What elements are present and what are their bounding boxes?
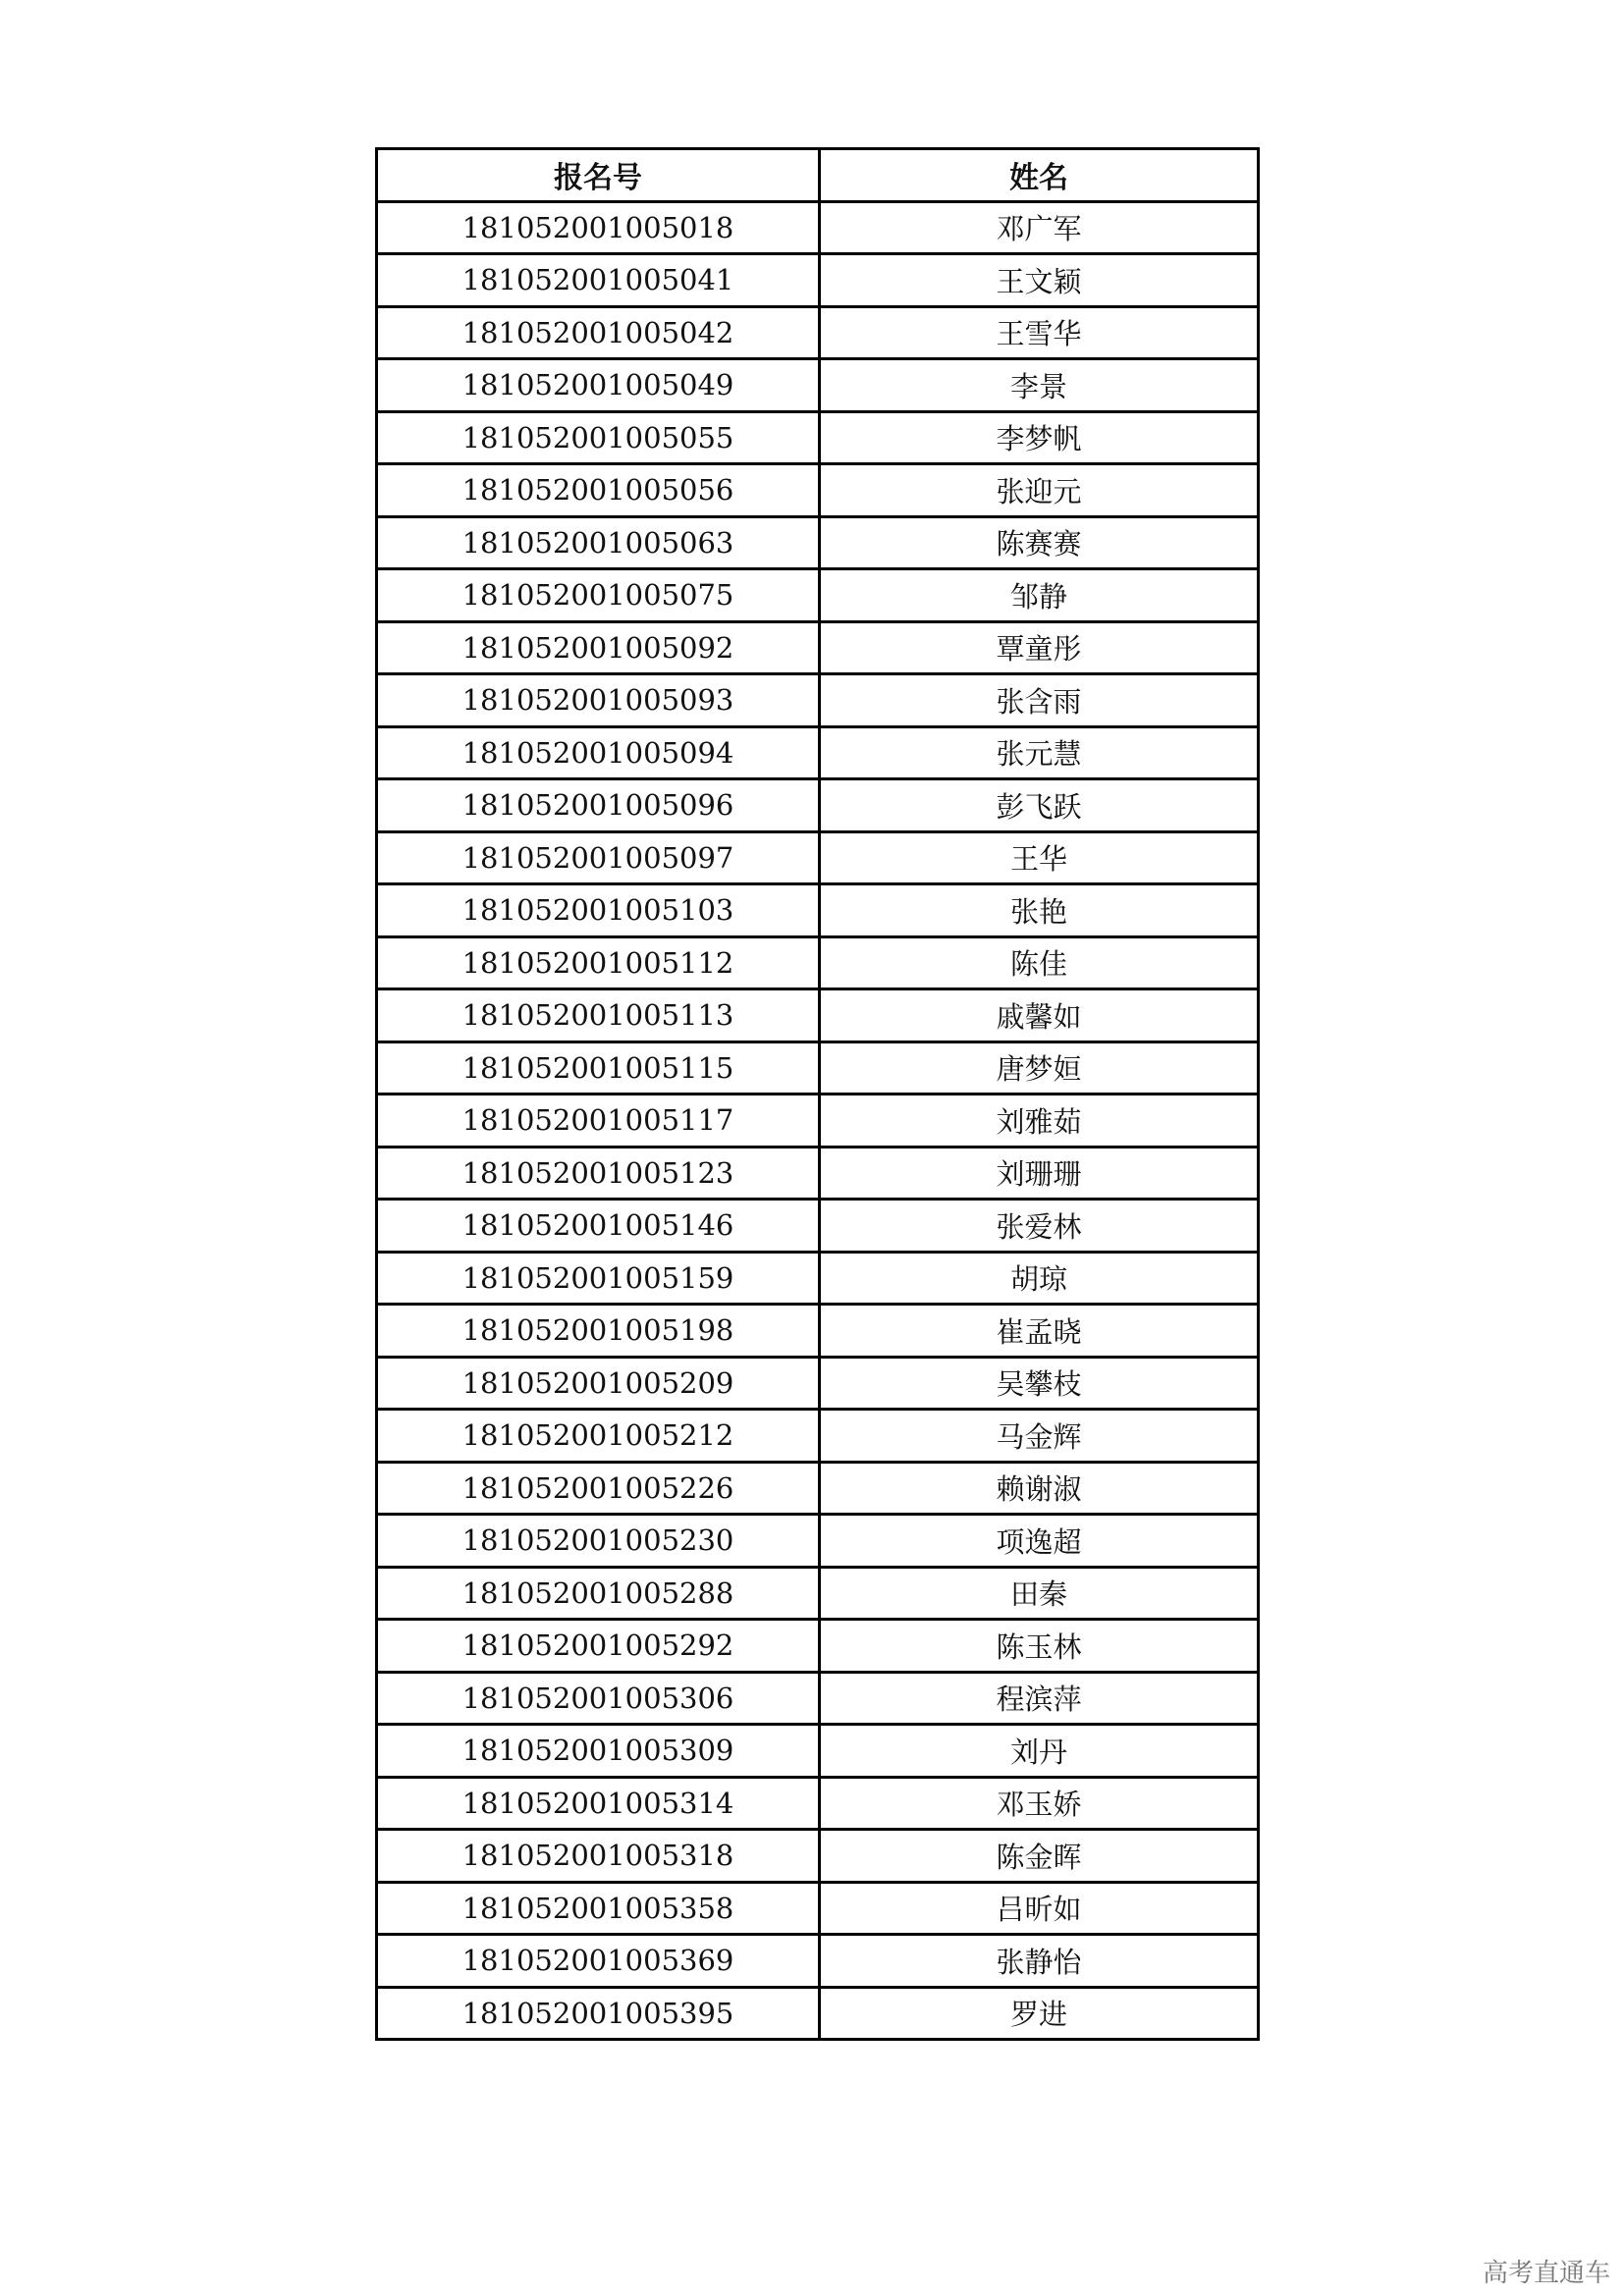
name-cell: 王华 (820, 831, 1259, 884)
table-row (377, 779, 1259, 832)
name-cell: 马金辉 (820, 1410, 1259, 1463)
registration-number-cell: 181052001005097 (377, 831, 820, 884)
name-cell: 崔孟晓 (820, 1305, 1259, 1358)
name-cell: 邓玉娇 (820, 1777, 1259, 1830)
table-row (377, 674, 1259, 727)
table-row (377, 1095, 1259, 1148)
registration-number-cell: 181052001005288 (377, 1567, 820, 1620)
name-cell: 王文颖 (820, 254, 1259, 307)
registration-number-cell: 181052001005075 (377, 569, 820, 622)
table-row (377, 516, 1259, 569)
registration-number-cell: 181052001005093 (377, 674, 820, 727)
table-row (377, 411, 1259, 464)
table-row (377, 1987, 1259, 2040)
name-cell: 李梦帆 (820, 411, 1259, 464)
table-header-row (377, 149, 1259, 202)
table-row (377, 306, 1259, 359)
registration-number-cell: 181052001005314 (377, 1777, 820, 1830)
table-row (377, 884, 1259, 937)
registration-number-cell: 181052001005063 (377, 516, 820, 569)
table-row (377, 1672, 1259, 1725)
registration-number-cell: 181052001005198 (377, 1305, 820, 1358)
table-row (377, 254, 1259, 307)
table-row (377, 989, 1259, 1042)
name-cell: 邓广军 (820, 201, 1259, 254)
table-row (377, 464, 1259, 517)
table-row (377, 1620, 1259, 1673)
registration-number-cell: 181052001005094 (377, 726, 820, 779)
name-cell: 李景 (820, 359, 1259, 412)
registration-number-cell: 181052001005369 (377, 1935, 820, 1988)
name-cell: 胡琼 (820, 1252, 1259, 1305)
registration-number-cell: 181052001005292 (377, 1620, 820, 1673)
name-cell: 程滨萍 (820, 1672, 1259, 1725)
registration-number-cell: 181052001005212 (377, 1410, 820, 1463)
name-cell: 刘珊珊 (820, 1147, 1259, 1200)
registration-number-cell: 181052001005230 (377, 1515, 820, 1568)
name-cell: 田秦 (820, 1567, 1259, 1620)
name-cell: 罗进 (820, 1987, 1259, 2040)
registration-number-cell: 181052001005056 (377, 464, 820, 517)
table-row (377, 1200, 1259, 1253)
name-cell: 戚馨如 (820, 989, 1259, 1042)
table-row (377, 726, 1259, 779)
name-cell: 陈玉林 (820, 1620, 1259, 1673)
registration-number-cell: 181052001005049 (377, 359, 820, 412)
registration-number-cell: 181052001005042 (377, 306, 820, 359)
name-cell: 刘丹 (820, 1725, 1259, 1778)
registration-number-cell: 181052001005309 (377, 1725, 820, 1778)
table-row (377, 1305, 1259, 1358)
name-cell: 刘雅茹 (820, 1095, 1259, 1148)
name-cell: 陈金晖 (820, 1830, 1259, 1883)
table-row (377, 1935, 1259, 1988)
registration-number-cell: 181052001005103 (377, 884, 820, 937)
registration-number-cell: 181052001005113 (377, 989, 820, 1042)
table-row (377, 1515, 1259, 1568)
table-row (377, 1252, 1259, 1305)
registration-number-cell: 181052001005306 (377, 1672, 820, 1725)
table-row (377, 1147, 1259, 1200)
name-cell: 项逸超 (820, 1515, 1259, 1568)
registration-number-cell: 181052001005117 (377, 1095, 820, 1148)
name-cell: 张艳 (820, 884, 1259, 937)
name-cell: 陈赛赛 (820, 516, 1259, 569)
table-row (377, 201, 1259, 254)
registration-number-cell: 181052001005018 (377, 201, 820, 254)
registration-number-cell: 181052001005318 (377, 1830, 820, 1883)
table-row (377, 936, 1259, 989)
name-cell: 王雪华 (820, 306, 1259, 359)
table-row (377, 1882, 1259, 1935)
name-cell: 邹静 (820, 569, 1259, 622)
registration-number-cell: 181052001005096 (377, 779, 820, 832)
table-row (377, 621, 1259, 674)
registration-number-cell: 181052001005209 (377, 1357, 820, 1410)
registration-number-cell: 181052001005226 (377, 1462, 820, 1515)
name-cell: 陈佳 (820, 936, 1259, 989)
table-row (377, 359, 1259, 412)
registration-number-cell: 181052001005092 (377, 621, 820, 674)
header-registration-number: 报名号 (377, 149, 820, 202)
table-row (377, 1357, 1259, 1410)
name-cell: 张静怡 (820, 1935, 1259, 1988)
registration-number-cell: 181052001005395 (377, 1987, 820, 2040)
registration-number-cell: 181052001005041 (377, 254, 820, 307)
header-name: 姓名 (820, 149, 1259, 202)
table-row (377, 1777, 1259, 1830)
registration-number-cell: 181052001005358 (377, 1882, 820, 1935)
table-row (377, 1725, 1259, 1778)
table-row (377, 831, 1259, 884)
name-cell: 张爱林 (820, 1200, 1259, 1253)
table-row (377, 1830, 1259, 1883)
name-cell: 赖谢淑 (820, 1462, 1259, 1515)
watermark: 高考直通车 (1483, 2259, 1611, 2288)
table-row (377, 1462, 1259, 1515)
registration-number-cell: 181052001005112 (377, 936, 820, 989)
registration-number-cell: 181052001005146 (377, 1200, 820, 1253)
name-cell: 彭飞跃 (820, 779, 1259, 832)
table-row (377, 569, 1259, 622)
name-cell: 张含雨 (820, 674, 1259, 727)
name-cell: 吕昕如 (820, 1882, 1259, 1935)
table-row (377, 1567, 1259, 1620)
name-cell: 张元慧 (820, 726, 1259, 779)
candidate-table (375, 147, 1260, 2041)
name-cell: 张迎元 (820, 464, 1259, 517)
registration-number-cell: 181052001005159 (377, 1252, 820, 1305)
name-cell: 覃童彤 (820, 621, 1259, 674)
registration-number-cell: 181052001005123 (377, 1147, 820, 1200)
table-row (377, 1041, 1259, 1095)
registration-number-cell: 181052001005115 (377, 1041, 820, 1095)
registration-number-cell: 181052001005055 (377, 411, 820, 464)
name-cell: 唐梦姮 (820, 1041, 1259, 1095)
name-cell: 吴攀枝 (820, 1357, 1259, 1410)
table-row (377, 1410, 1259, 1463)
